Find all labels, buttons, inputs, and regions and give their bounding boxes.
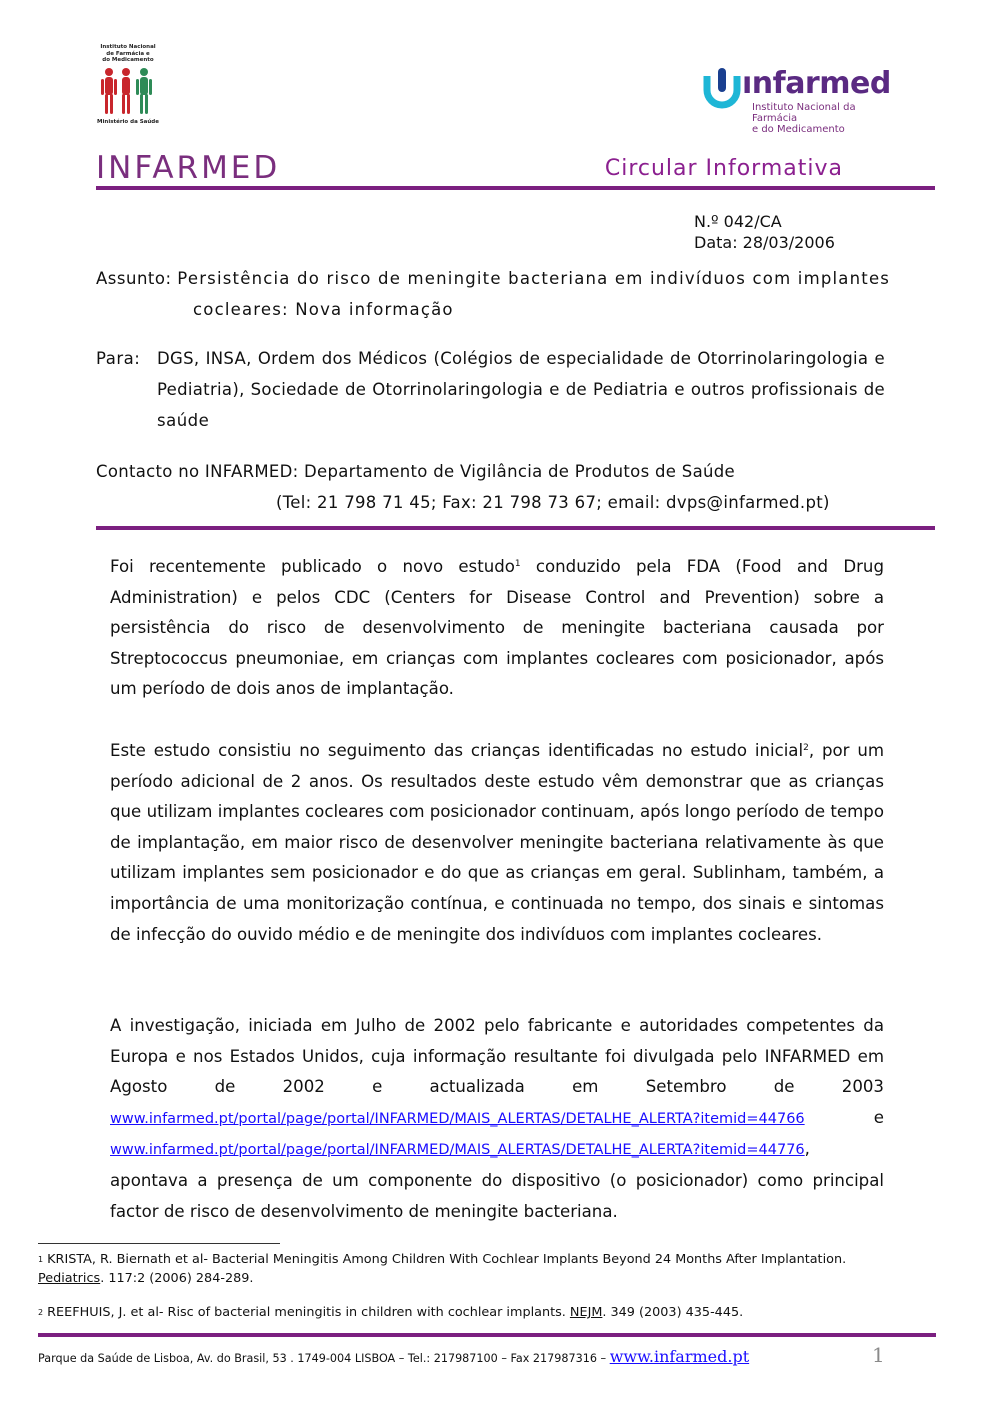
circular-date: Data: 28/03/2006: [694, 233, 835, 252]
para-line-3: saúde: [157, 411, 210, 430]
body-paragraph-3: A investigação, iniciada em Julho de 2002 pelo fabricante e autoridades competentes da Europa e nos Estados Unidos, cuja informação resultante foi divulgada pelo INFARMED em Agosto de 2002 e actualizada em Setembro de 2003 www.infarmed.pt/portal/page/portal/INFARMED/MAIS_ALERTAS/DETALHE_ALERTA?itemid=44766 e www.infarmed.pt/portal/page/portal/INFARMED/MAIS_ALERTAS/DETALHE_ALERTA?itemid=44776, apontava a presença de um componente do dispositivo (o posicionador) como principal factor de risco de desenvolvimento de meningite bacteriana.: [110, 1016, 884, 1221]
infarmed-logo-subtitle: Instituto Nacional da Farmácia e do Medicamento: [752, 102, 856, 135]
footnote-2: $^2$ REEFHUIS, J. et al- Risc of bacterial meningitis in children with cochlear implants. NEJM. 349 (2003) 435-445.: [38, 1305, 744, 1320]
figures-icon: [99, 67, 157, 117]
alert-link-44776[interactable]: www.infarmed.pt/portal/page/portal/INFARMED/MAIS_ALERTAS/DETALHE_ALERTA?itemid=44776: [110, 1142, 805, 1159]
figures-emblem: [96, 67, 160, 117]
body-paragraph-1: Foi recentemente publicado o novo estudo$^1$ conduzido pela FDA (Food and Drug Administration) e pelos CDC (Centers for Disease Control and Prevention) sobre a persistência do risco de desenvolvimento de meningite bacteriana causada por Streptococcus pneumoniae, em crianças com implantes cocleares com posicionador, após um período de dois anos de implantação.: [110, 557, 884, 699]
header-divider: [96, 186, 935, 190]
infarmed-logo-name: ınfarmed: [742, 66, 891, 101]
circular-number: N.º 042/CA: [694, 212, 782, 231]
footnote-ref-1: 1: [514, 559, 521, 569]
contacto-line-1: Contacto no INFARMED: Departamento de Vigilância de Produtos de Saúde: [96, 462, 735, 481]
infarmed-logo-icon: [702, 66, 742, 110]
assunto-line-1: [96, 269, 890, 288]
assunto-line-2: cocleares: Nova informação: [193, 300, 454, 319]
para-line-2: Pediatria), Sociedade de Otorrinolaringologia e de Pediatria e outros profissionais de: [157, 380, 885, 399]
footnote-2-journal: NEJM: [569, 1305, 603, 1320]
assunto-text: Persistência do risco de meningite bacteriana em indivíduos com implantes: [177, 269, 891, 288]
body-paragraph-2: Este estudo consistiu no seguimento das crianças identificadas no estudo inicial$^2$, por um período adicional de 2 anos. Os resultados deste estudo vêm demonstrar que as crianças que utilizam implantes cocleares com posicionador continuam, após longo período de tempo de implantação, em maior risco de desenvolver meningite bacteriana relativamente às que utilizam implantes sem posicionador e do que as crianças em geral. Sublinham, também, a importância de uma monitorização contínua, e continuada no tempo, dos sinais e sintomas de infecção do ouvido médio e de meningite dos indivíduos com implantes cocleares.: [110, 741, 884, 944]
page-number: 1: [872, 1343, 885, 1367]
infarmed-wordmark: INFARMED: [96, 150, 281, 186]
footnote-ref-2: 2: [803, 743, 809, 753]
ministry-logo: [96, 44, 160, 136]
footer-divider: [38, 1333, 936, 1337]
content-divider: [96, 526, 935, 530]
footnote-separator: [38, 1243, 280, 1244]
footnote-1: $^1$ KRISTA, R. Biernath et al- Bacterial Meningitis Among Children With Cochlear Implants Beyond 24 Months After Implantation. Pediatrics. 117:2 (2006) 284-289.: [38, 1252, 847, 1286]
footnote-1-journal: Pediatrics: [38, 1271, 101, 1286]
logo-text-bottom: Ministério da Saúde: [97, 118, 159, 125]
para-line-1: DGS, INSA, Ordem dos Médicos (Colégios de especialidade de Otorrinolaringologia e: [157, 349, 885, 368]
contacto-line-2: (Tel: 21 798 71 45; Fax: 21 798 73 67; email: dvps@infarmed.pt): [276, 493, 830, 512]
para-label: Para:: [96, 349, 141, 368]
document-type-title: Circular Informativa: [604, 156, 843, 181]
footer-website-link[interactable]: www.infarmed.pt: [609, 1347, 750, 1366]
alert-link-44766[interactable]: www.infarmed.pt/portal/page/portal/INFARMED/MAIS_ALERTAS/DETALHE_ALERTA?itemid=44766: [110, 1110, 805, 1127]
assunto-label: Assunto:: [96, 269, 172, 288]
logo-text-top: Instituto Nacional de Farmácia e do Medicamento: [100, 44, 156, 63]
footer-address: Parque da Saúde de Lisboa, Av. do Brasil, 53 . 1749-004 LISBOA – Tel.: 217987100 – Fax 217987316 – www.infarmed.pt: [38, 1347, 750, 1366]
infarmed-logo: [700, 64, 890, 136]
